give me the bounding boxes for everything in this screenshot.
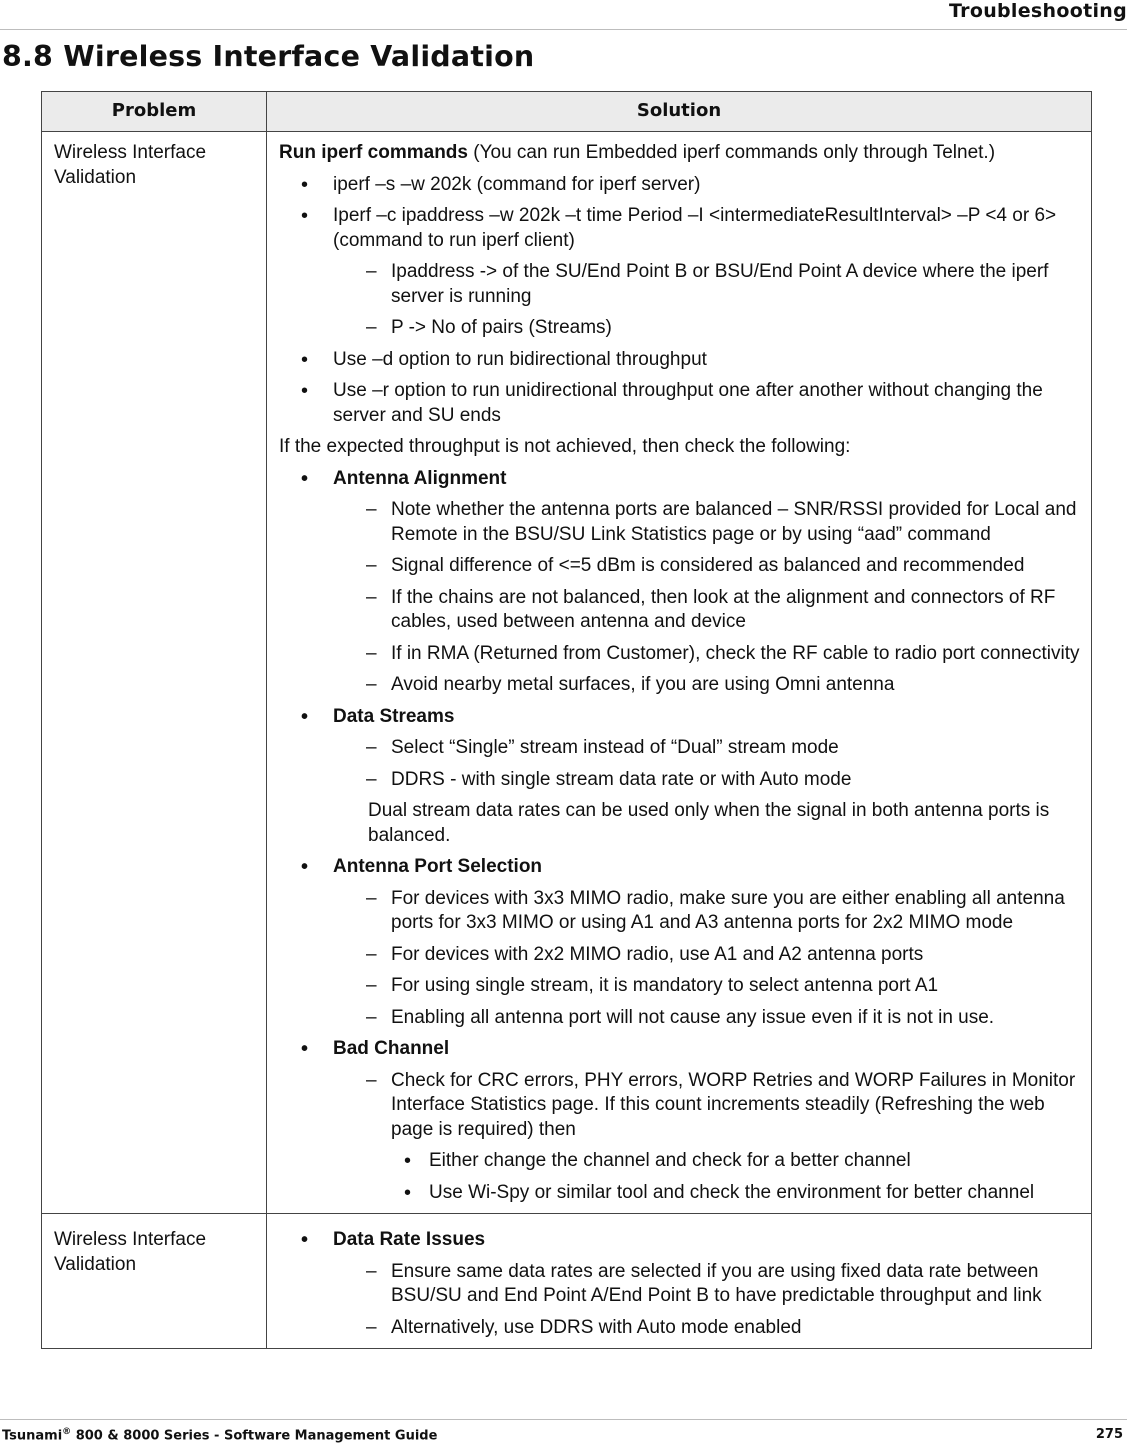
sub-list-item bbox=[279, 1006, 1081, 1038]
sub-list-item-text: Signal difference of <=5 dBm is considered as balanced and recommended bbox=[391, 555, 1025, 576]
page-number: 275 bbox=[1095, 1427, 1123, 1442]
list-item-heading bbox=[279, 705, 1081, 737]
dash-icon: – bbox=[366, 1006, 377, 1028]
sub-list-item-text: Alternatively, use DDRS with Auto mode enabled bbox=[391, 1316, 802, 1338]
list-item bbox=[279, 348, 1081, 380]
bullet-icon: • bbox=[301, 348, 309, 371]
sub-list-item bbox=[279, 887, 1081, 943]
list-item-heading bbox=[279, 1037, 1081, 1069]
sub-list-item bbox=[279, 1260, 1081, 1316]
running-header-title: Troubleshooting bbox=[949, 0, 1127, 22]
solution-cell bbox=[267, 1214, 1092, 1349]
list-item-heading bbox=[279, 1228, 1081, 1260]
sub-list-item-text: Note whether the antenna ports are balanced – SNR/RSSI provided for Local and Remote in the BSU/SU Link Statistics page or by using “aad” command bbox=[391, 499, 1077, 545]
list-item-text: Use –r option to run unidirectional throughput one after another without changing the server and SU ends bbox=[333, 380, 1043, 426]
data-streams-heading: Data Streams bbox=[333, 705, 455, 727]
list-item-heading bbox=[279, 467, 1081, 499]
registered-mark: ® bbox=[62, 1427, 72, 1437]
sub-list-item-text: Select “Single” stream instead of “Dual” stream mode bbox=[391, 737, 839, 758]
list-item-text: iperf –s –w 202k (command for iperf server) bbox=[333, 173, 701, 195]
list-item bbox=[279, 204, 1081, 260]
bullet-icon: • bbox=[301, 205, 309, 227]
dash-icon: – bbox=[366, 555, 377, 576]
bullet-icon: • bbox=[404, 1150, 412, 1172]
table-header-row bbox=[42, 92, 1092, 132]
dash-icon: – bbox=[366, 887, 377, 909]
antenna-port-selection-heading: Antenna Port Selection bbox=[333, 856, 543, 877]
sub-list-item-text: For devices with 3x3 MIMO radio, make sure you are either enabling all antenna ports for 3x3 MIMO or using A1 and A3 antenna ports for 2x2 MIMO mode bbox=[391, 887, 1065, 933]
dash-icon: – bbox=[366, 1316, 377, 1338]
column-header-solution: Solution bbox=[267, 92, 1092, 132]
list-item-text: Iperf –c ipaddress –w 202k –t time Period –I <intermediateResultInterval> –P <4 or 6> (command to run iperf client) bbox=[333, 205, 1057, 251]
sub-sub-list-item-text: Either change the channel and check for a better channel bbox=[429, 1150, 911, 1171]
solution-cell bbox=[267, 132, 1092, 1214]
sub-list-item-text: P -> No of pairs (Streams) bbox=[391, 317, 612, 338]
sub-list-item-text: If in RMA (Returned from Customer), check the RF cable to radio port connectivity bbox=[391, 642, 1080, 664]
sub-list-item bbox=[279, 316, 1081, 348]
footer-guide-name: 800 & 8000 Series - Software Management Guide bbox=[71, 1428, 438, 1444]
dash-icon: – bbox=[366, 261, 377, 282]
dash-icon: – bbox=[366, 943, 377, 965]
sub-list-item bbox=[279, 498, 1081, 554]
table-row bbox=[42, 132, 1092, 1214]
bullet-icon: • bbox=[301, 1038, 309, 1060]
footer-divider bbox=[0, 1419, 1127, 1420]
iperf-intro-rest: (You can run Embedded iperf commands only through Telnet.) bbox=[467, 142, 996, 163]
sub-list-item-text: For devices with 2x2 MIMO radio, use A1 and A2 antenna ports bbox=[391, 943, 924, 965]
problem-cell bbox=[42, 1214, 267, 1349]
list-item bbox=[279, 379, 1081, 435]
dash-icon: – bbox=[366, 499, 377, 520]
data-streams-note: Dual stream data rates can be used only when the signal in both antenna ports is balanced. bbox=[368, 800, 1050, 846]
dash-icon: – bbox=[366, 975, 377, 996]
troubleshooting-table bbox=[41, 91, 1092, 1349]
sub-list-item bbox=[279, 642, 1081, 674]
bullet-icon: • bbox=[301, 705, 309, 728]
sub-list-item bbox=[279, 943, 1081, 975]
bullet-icon: • bbox=[301, 1229, 309, 1251]
sub-list-item bbox=[279, 554, 1081, 586]
bad-channel-heading: Bad Channel bbox=[333, 1038, 450, 1059]
list-item bbox=[279, 173, 1081, 205]
list-item-heading bbox=[279, 855, 1081, 887]
sub-list-item-text: Check for CRC errors, PHY errors, WORP Retries and WORP Failures in Monitor Interface Statistics page. If this count increments steadily (Refreshing the web page is required) then bbox=[391, 1069, 1076, 1140]
dash-icon: – bbox=[366, 317, 377, 338]
sub-list-item-text: If the chains are not balanced, then look at the alignment and connectors of RF cables, used between antenna and device bbox=[391, 586, 1056, 632]
sub-list-item-text: Ipaddress -> of the SU/End Point B or BSU/End Point A device where the iperf server is running bbox=[391, 261, 1049, 307]
problem-cell bbox=[42, 132, 267, 1214]
sub-list-item bbox=[279, 673, 1081, 705]
sub-sub-list-item-text: Use Wi-Spy or similar tool and check the environment for better channel bbox=[429, 1181, 1035, 1203]
sub-list-item bbox=[279, 1069, 1081, 1150]
sub-sub-list-item bbox=[279, 1181, 1081, 1208]
dash-icon: – bbox=[366, 1260, 377, 1282]
dash-icon: – bbox=[366, 674, 377, 695]
sub-list-item-text: Avoid nearby metal surfaces, if you are using Omni antenna bbox=[391, 674, 895, 695]
sub-sub-list-item bbox=[279, 1149, 1081, 1181]
problem-text: Wireless Interface Validation bbox=[54, 1229, 207, 1275]
sub-list-item-text: Ensure same data rates are selected if you are using fixed data rate between BSU/SU and End Point A/End Point B to have predictable throughput and link bbox=[391, 1260, 1042, 1306]
dash-icon: – bbox=[366, 768, 377, 790]
dash-icon: – bbox=[366, 737, 377, 758]
bullet-icon: • bbox=[301, 380, 309, 402]
data-rate-issues-heading: Data Rate Issues bbox=[333, 1229, 486, 1250]
header-divider bbox=[0, 29, 1127, 30]
footer-guide-title bbox=[2, 1427, 437, 1443]
problem-text: Wireless Interface Validation bbox=[54, 142, 207, 188]
bullet-icon: • bbox=[301, 173, 309, 196]
sub-list-item bbox=[279, 736, 1081, 768]
sub-list-item bbox=[279, 768, 1081, 800]
dash-icon: – bbox=[366, 1069, 377, 1091]
antenna-alignment-heading: Antenna Alignment bbox=[333, 467, 507, 489]
dash-icon: – bbox=[366, 642, 377, 664]
sub-list-item bbox=[279, 1316, 1081, 1343]
check-intro: If the expected throughput is not achieved, then check the following: bbox=[279, 436, 851, 457]
sub-list-item bbox=[279, 260, 1081, 316]
list-item-text: Use –d option to run bidirectional throughput bbox=[333, 348, 707, 370]
sub-list-item-text: Enabling all antenna port will not cause any issue even if it is not in use. bbox=[391, 1006, 995, 1028]
sub-list-item-text: DDRS - with single stream data rate or with Auto mode bbox=[391, 768, 852, 790]
sub-list-item bbox=[279, 586, 1081, 642]
bullet-icon: • bbox=[301, 467, 309, 490]
iperf-intro-bold: Run iperf commands bbox=[279, 142, 468, 163]
sub-list-item bbox=[279, 974, 1081, 1006]
bullet-icon: • bbox=[301, 856, 309, 878]
dash-icon: – bbox=[366, 586, 377, 608]
footer-product: Tsunami bbox=[2, 1428, 63, 1444]
bullet-icon: • bbox=[404, 1181, 412, 1204]
section-title: 8.8 Wireless Interface Validation bbox=[2, 40, 535, 73]
column-header-problem: Problem bbox=[42, 92, 267, 132]
sub-list-item-text: For using single stream, it is mandatory to select antenna port A1 bbox=[391, 975, 939, 996]
iperf-intro bbox=[279, 141, 1081, 173]
table-row bbox=[42, 1214, 1092, 1349]
